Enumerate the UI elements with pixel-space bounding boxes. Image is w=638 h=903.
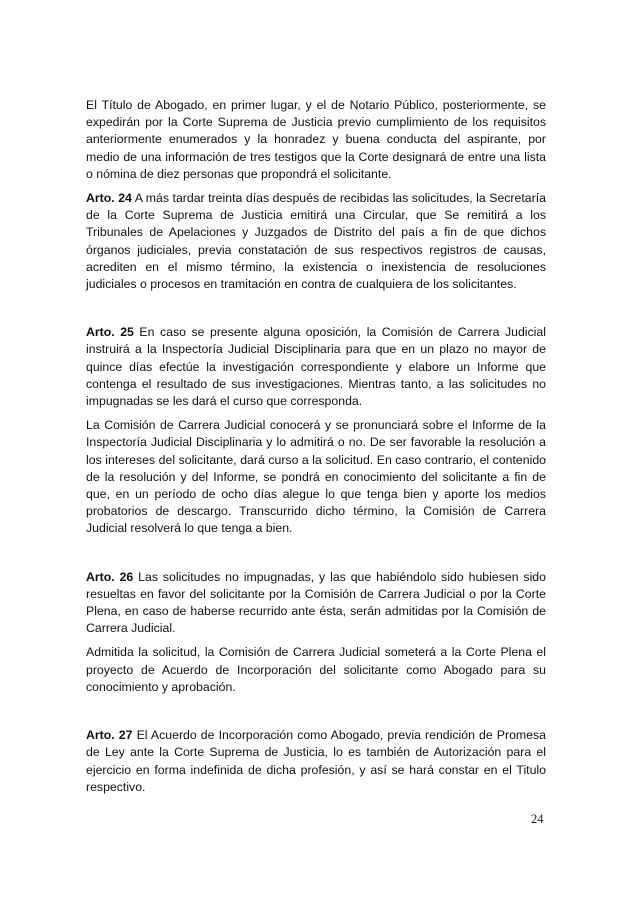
paragraph-comision-informe [86, 417, 546, 537]
paragraph-text: El Título de Abogado, en primer lugar, y el de Notario Público, posteriormente, se expedirán por la Corte Suprema de Justicia previo cumplimiento de los requisitos anteriormente enumerados y la honradez y buena conducta del aspirante, por medio de una información de tres testigos que la Corte designará de entre una lista o nómina de diez personas que propondrá el solicitante. [86, 98, 546, 181]
article-label: Arto. 24 [86, 191, 132, 206]
page-number: 24 [531, 812, 544, 826]
article-label: Arto. 26 [86, 569, 134, 584]
paragraph-text: Las solicitudes no impugnadas, y las que habiéndolo sido hubiesen sido resueltas en favor del solicitante por la Comisión de Carrera Judicial o por la Corte Plena, en caso de haberse recurrido ante ésta, serán admitidas por la Comisión de Carrera Judicial. [86, 569, 546, 636]
page-body [86, 97, 546, 803]
paragraph-admitida-solicitud [86, 644, 546, 696]
paragraph-text: En caso se presente alguna oposición, la Comisión de Carrera Judicial instruirá a la Inspectoría Judicial Disciplinaria para que en un plazo no mayor de quince días efectúe la investigación correspondiente y elabore un Informe que contenga el resultado de sus investigaciones. Mientras tanto, a las solicitudes no impugnadas se les dará el curso que corresponda. [86, 325, 546, 409]
paragraph-titulo-abogado [86, 97, 546, 183]
article-label: Arto. 27 [86, 728, 133, 743]
paragraph-text: A más tardar treinta días después de recibidas las solicitudes, la Secretaría de la Corte Suprema de Justicia emitirá una Circular, que Se remitirá a los Tribunales de Apelaciones y Juzgados de Distrito del país a fin de que dichos órganos judiciales, previa constatación de sus respectivos registros de causas, acrediten en el mismo término, la existencia o inexistencia de resoluciones judiciales o procesos en tramitación en contra de cualquiera de los solicitantes. [86, 191, 546, 292]
paragraph-arto-24 [86, 190, 546, 293]
paragraph-text: Admitida la solicitud, la Comisión de Carrera Judicial someterá a la Corte Plena el proyecto de Acuerdo de Incorporación del solicitante como Abogado para su conocimiento y aprobación. [86, 645, 546, 694]
paragraph-arto-25 [86, 324, 546, 410]
paragraph-text: La Comisión de Carrera Judicial conocerá y se pronunciará sobre el Informe de la Inspectoría Judicial Disciplinaria y lo admitirá o no. De ser favorable la resolución a los intereses del solicitante, dará curso a la solicitud. En caso contrario, el contenido de la resolución y del Informe, se pondrá en conocimiento del solicitante a fin de que, en un período de ocho días alegue lo que tenga bien y aporte los medios probatorios de descargo. Transcurrido dicho término, la Comisión de Carrera Judicial resolverá lo que tenga a bien. [86, 418, 546, 536]
paragraph-arto-27 [86, 727, 546, 796]
paragraph-arto-26 [86, 569, 546, 638]
paragraph-text: El Acuerdo de Incorporación como Abogado, previa rendición de Promesa de Ley ante la Corte Suprema de Justicia, lo es también de Autorización para el ejercicio en forma indefinida de dicha profesión, y así se hará constar en el Titulo respectivo. [86, 728, 546, 794]
article-label: Arto. 25 [86, 325, 134, 340]
